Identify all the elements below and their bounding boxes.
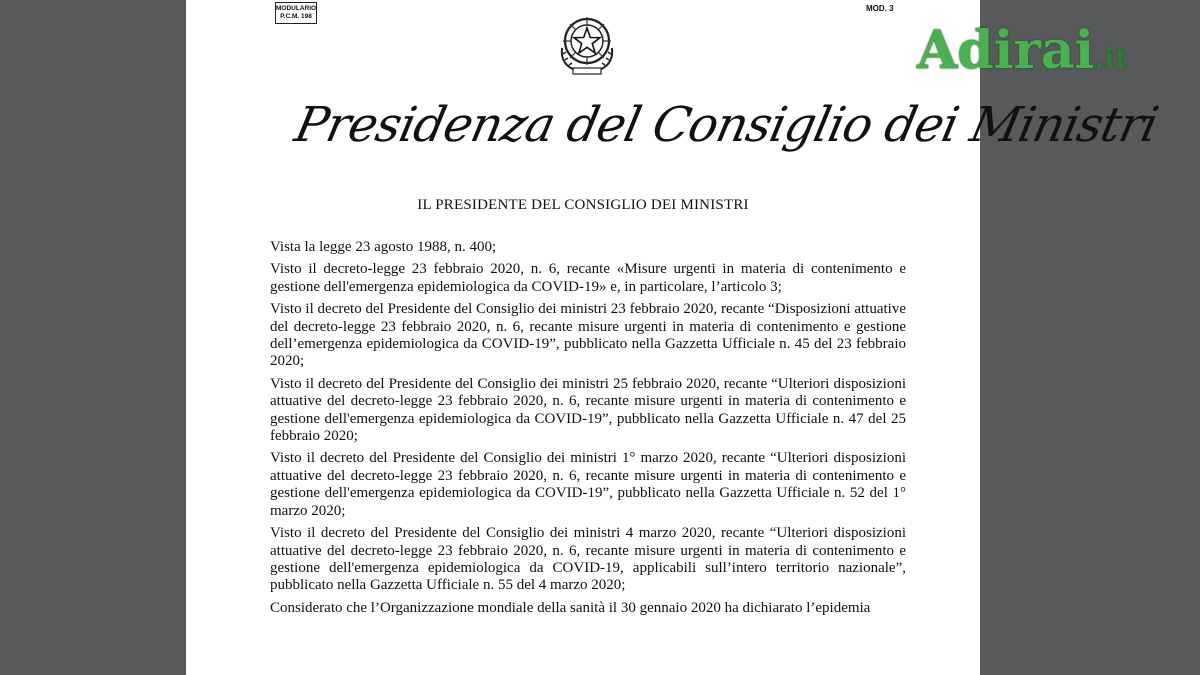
- paragraph: Visto il decreto del Presidente del Consiglio dei ministri 23 febbraio 2020, recante “Disposizioni attuative del decreto-legge 23 febbraio 2020, n. 6, recante misure urgenti in materia di contenimento e gestione dell’emergenza epidemiologica da COVID-19”, pubblicato nella Gazzetta Ufficiale n. 45 del 23 febbraio 2020;: [270, 301, 906, 370]
- document-body: [270, 239, 906, 622]
- watermark-brand: Adirai: [917, 20, 1095, 81]
- stamp-line-1: MODULARIO: [276, 5, 317, 12]
- modulario-stamp: [275, 2, 317, 24]
- watermark-tld: .it: [1094, 42, 1128, 75]
- paragraph: Visto il decreto del Presidente del Consiglio dei ministri 4 marzo 2020, recante “Ulteriori disposizioni attuative del decreto-legge 23 febbraio 2020, n. 6, recante misure urgenti in materia di contenimento e gestione dell'emergenza epidemiologica da COVID-19, applicabili sull’intero territorio nazionale”, pubblicato nella Gazzetta Ufficiale n. 55 del 4 marzo 2020;: [270, 525, 906, 594]
- stamp-line-2: P.C.M. 198: [280, 13, 312, 20]
- heading-text: Presidenza del Consiglio dei Ministri: [290, 97, 1163, 153]
- paragraph: Visto il decreto del Presidente del Consiglio dei ministri 25 febbraio 2020, recante “Ulteriori disposizioni attuative del decreto-legge 23 febbraio 2020, n. 6, recante misure urgenti in materia di contenimento e gestione dell'emergenza epidemiologica da COVID-19”, pubblicato nella Gazzetta Ufficiale n. 47 del 25 febbraio 2020;: [270, 375, 906, 445]
- paragraph: Vista la legge 23 agosto 1988, n. 400;: [270, 239, 497, 255]
- paragraph: Considerato che l’Organizzazione mondiale della sanità il 30 gennaio 2020 ha dichiarato l’epidemia: [270, 599, 871, 616]
- paragraph: Visto il decreto del Presidente del Consiglio dei ministri 1° marzo 2020, recante “Ulteriori disposizioni attuative del decreto-legge 23 febbraio 2020, n. 6, recante misure urgenti in materia di contenimento e gestione dell'emergenza epidemiologica da COVID-19”, pubblicato nella Gazzetta Ufficiale n. 52 del 1° marzo 2020;: [270, 450, 906, 519]
- adirai-watermark: [917, 20, 1128, 84]
- italian-emblem-icon: [556, 8, 618, 78]
- mod-label: MOD. 3: [866, 4, 894, 13]
- president-title: IL PRESIDENTE DEL CONSIGLIO DEI MINISTRI: [417, 197, 749, 213]
- document-heading: [286, 80, 1163, 170]
- paragraph: Visto il decreto-legge 23 febbraio 2020, n. 6, recante «Misure urgenti in materia di contenimento e gestione dell'emergenza epidemiologica da COVID-19» e, in particolare, l’articolo 3;: [270, 261, 906, 295]
